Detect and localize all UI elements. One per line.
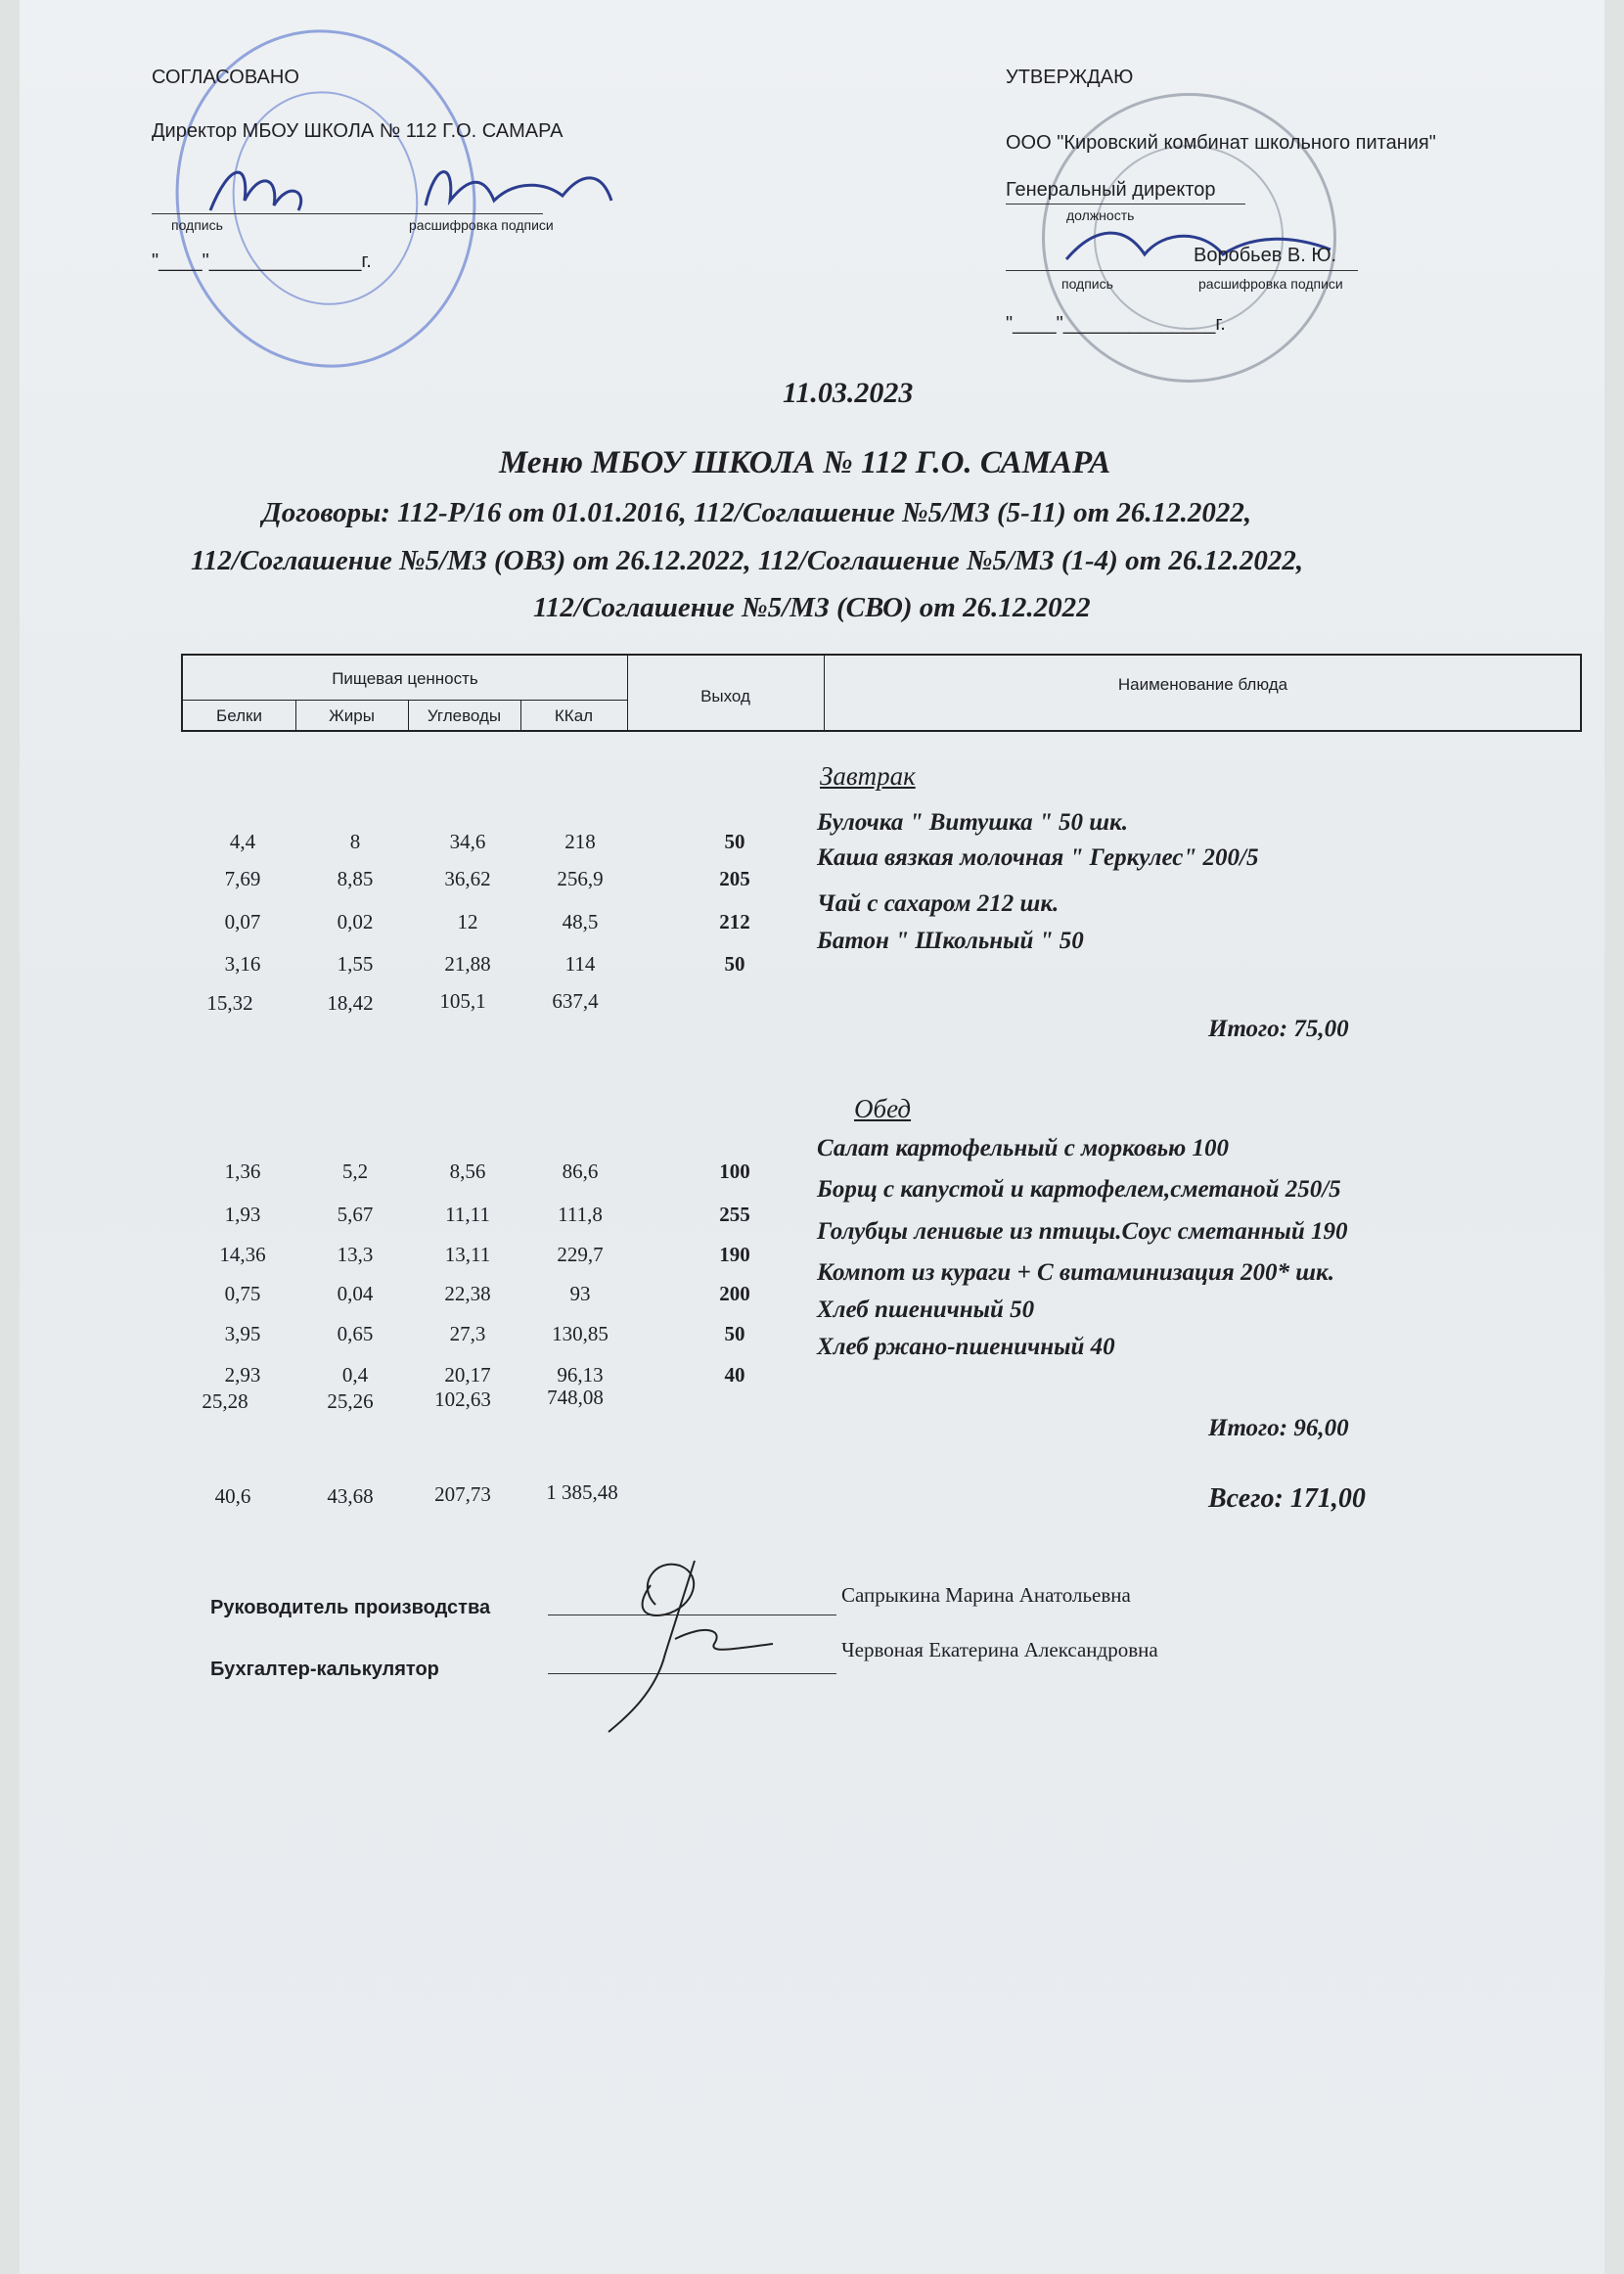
cell-kcal: 256,9 — [557, 867, 604, 890]
date-line-left: "____"______________г. — [152, 250, 372, 272]
cell-kcal: 48,5 — [562, 910, 599, 933]
cell-protein: 3,95 — [224, 1322, 261, 1345]
cell-protein: 14,36 — [219, 1243, 266, 1266]
breakfast-title: Завтрак — [820, 761, 916, 791]
cell-protein: 0,75 — [224, 1282, 261, 1305]
cell-fat: 1,55 — [337, 952, 374, 976]
lunch-title: Обед — [854, 1094, 912, 1123]
cell-dish: Голубцы ленивые из птицы.Соус сметанный 190 — [817, 1218, 1348, 1245]
cell-dish: Хлеб ржано-пшеничный 40 — [817, 1334, 1115, 1360]
cell-protein: 7,69 — [224, 867, 261, 890]
sum-fat: 25,26 — [327, 1389, 374, 1413]
cell-fat: 5,2 — [341, 1160, 369, 1183]
role-accountant: Бухгалтер-калькулятор — [210, 1659, 439, 1680]
sum-protein: 25,28 — [202, 1389, 248, 1413]
director-position: Директор МБОУ ШКОЛА № 112 Г.О. САМАРА — [152, 120, 564, 142]
grand-kcal: 1 385,48 — [546, 1480, 618, 1504]
decoding-caption-left: расшифровка подписи — [409, 217, 554, 233]
cell-dish: Салат картофельный с морковью 100 — [817, 1135, 1229, 1161]
contracts-line-1: Договоры: 112-Р/16 от 01.01.2016, 112/Соглашение №5/МЗ (5-11) от 26.12.2022, — [262, 497, 1252, 528]
position-caption: должность — [1066, 207, 1135, 223]
decoding-caption-right: расшифровка подписи — [1198, 276, 1343, 292]
name-production-head: Сапрыкина Марина Анатольевна — [841, 1583, 1131, 1607]
sum-fat: 18,42 — [327, 991, 374, 1015]
cell-dish: Хлеб пшеничный 50 — [817, 1296, 1035, 1323]
gen-director-name: Воробьев В. Ю. — [1194, 245, 1337, 266]
signature-caption-right: подпись — [1061, 276, 1113, 292]
fat-header: Жиры — [329, 706, 375, 725]
cell-kcal: 114 — [564, 952, 596, 976]
cell-fat: 8,85 — [337, 867, 374, 890]
grand-fat: 43,68 — [327, 1484, 374, 1508]
company-name: ООО "Кировский комбинат школьного питания" — [1006, 132, 1436, 154]
cell-fat: 5,67 — [337, 1203, 374, 1226]
cell-output: 255 — [719, 1203, 750, 1226]
menu-table-header — [181, 654, 1582, 732]
cell-output: 190 — [719, 1243, 750, 1266]
cell-dish: Компот из кураги + С витаминизация 200* шк. — [817, 1259, 1334, 1286]
menu-date: 11.03.2023 — [783, 377, 914, 409]
cell-protein: 2,93 — [224, 1363, 261, 1387]
cell-kcal: 130,85 — [552, 1322, 609, 1345]
cell-fat: 0,04 — [337, 1282, 374, 1305]
cell-carbs: 12 — [457, 910, 478, 933]
carbs-header: Углеводы — [427, 706, 502, 725]
nutrition-header: Пищевая ценность — [332, 669, 478, 688]
gen-director-position: Генеральный директор — [1006, 179, 1216, 201]
grand-carbs: 207,73 — [434, 1482, 491, 1506]
menu-title: Меню МБОУ ШКОЛА № 112 Г.О. САМАРА — [499, 445, 1111, 480]
output-header: Выход — [700, 687, 750, 705]
cell-carbs: 34,6 — [449, 830, 486, 853]
breakfast-total: Итого: 75,00 — [1208, 1016, 1349, 1042]
signature-caption-left: подпись — [171, 217, 223, 233]
cell-kcal: 86,6 — [562, 1160, 599, 1183]
protein-header: Белки — [216, 706, 262, 725]
cell-dish: Батон " Школьный " 50 — [817, 928, 1084, 954]
sum-kcal: 748,08 — [547, 1386, 604, 1409]
grand-total: Всего: 171,00 — [1208, 1483, 1366, 1514]
cell-output: 50 — [724, 952, 745, 976]
cell-carbs: 20,17 — [444, 1363, 491, 1387]
cell-protein: 1,36 — [224, 1160, 261, 1183]
cell-fat: 13,3 — [337, 1243, 374, 1266]
cell-protein: 0,07 — [224, 910, 261, 933]
cell-kcal: 96,13 — [557, 1363, 604, 1387]
cell-carbs: 11,11 — [445, 1203, 490, 1226]
cell-output: 200 — [719, 1282, 750, 1305]
cell-carbs: 21,88 — [444, 952, 491, 976]
role-production-head: Руководитель производства — [210, 1597, 491, 1618]
cell-carbs: 27,3 — [449, 1322, 486, 1345]
name-accountant: Червоная Екатерина Александровна — [841, 1638, 1158, 1661]
cell-dish: Каша вязкая молочная " Геркулес" 200/5 — [817, 844, 1259, 871]
cell-kcal: 229,7 — [557, 1243, 604, 1266]
sum-carbs: 105,1 — [439, 989, 486, 1013]
contracts-line-2: 112/Соглашение №5/МЗ (ОВЗ) от 26.12.2022, 112/Соглашение №5/МЗ (1-4) от 26.12.2022, — [191, 545, 1304, 576]
approved-right-heading: УТВЕРЖДАЮ — [1006, 67, 1134, 88]
cell-carbs: 8,56 — [449, 1160, 486, 1183]
cell-output: 50 — [724, 1322, 745, 1345]
cell-output: 205 — [719, 867, 750, 890]
cell-carbs: 36,62 — [444, 867, 491, 890]
dish-name-header: Наименование блюда — [1117, 675, 1288, 694]
cell-output: 212 — [719, 910, 750, 933]
cell-output: 40 — [724, 1363, 745, 1387]
sum-protein: 15,32 — [206, 991, 253, 1015]
cell-kcal: 93 — [569, 1282, 591, 1305]
cell-kcal: 218 — [564, 830, 596, 853]
cell-fat: 0,65 — [337, 1322, 374, 1345]
cell-dish: Булочка " Витушка " 50 шк. — [817, 809, 1128, 836]
kcal-header: ККал — [554, 706, 594, 725]
cell-carbs: 13,11 — [444, 1243, 491, 1266]
cell-carbs: 22,38 — [444, 1282, 491, 1305]
approved-left-heading: СОГЛАСОВАНО — [152, 67, 299, 88]
date-line-right: "____"______________г. — [1006, 313, 1226, 335]
cell-kcal: 111,8 — [558, 1203, 603, 1226]
document-page — [20, 0, 1604, 2274]
grand-protein: 40,6 — [214, 1484, 251, 1508]
contracts-line-3: 112/Соглашение №5/МЗ (СВО) от 26.12.2022 — [533, 592, 1091, 623]
handwritten-signature-icon — [597, 1546, 832, 1742]
cell-protein: 4,4 — [229, 830, 256, 853]
lunch-total: Итого: 96,00 — [1208, 1415, 1349, 1441]
cell-dish: Борщ с капустой и картофелем,сметаной 250/5 — [817, 1176, 1341, 1203]
cell-output: 100 — [719, 1160, 750, 1183]
cell-output: 50 — [724, 830, 745, 853]
cell-fat: 8 — [349, 830, 361, 853]
cell-protein: 3,16 — [224, 952, 261, 976]
sum-carbs: 102,63 — [434, 1387, 491, 1411]
cell-fat: 0,02 — [337, 910, 374, 933]
cell-protein: 1,93 — [224, 1203, 261, 1226]
cell-fat: 0,4 — [341, 1363, 369, 1387]
cell-dish: Чай с сахаром 212 шк. — [817, 890, 1060, 917]
sum-kcal: 637,4 — [552, 989, 599, 1013]
